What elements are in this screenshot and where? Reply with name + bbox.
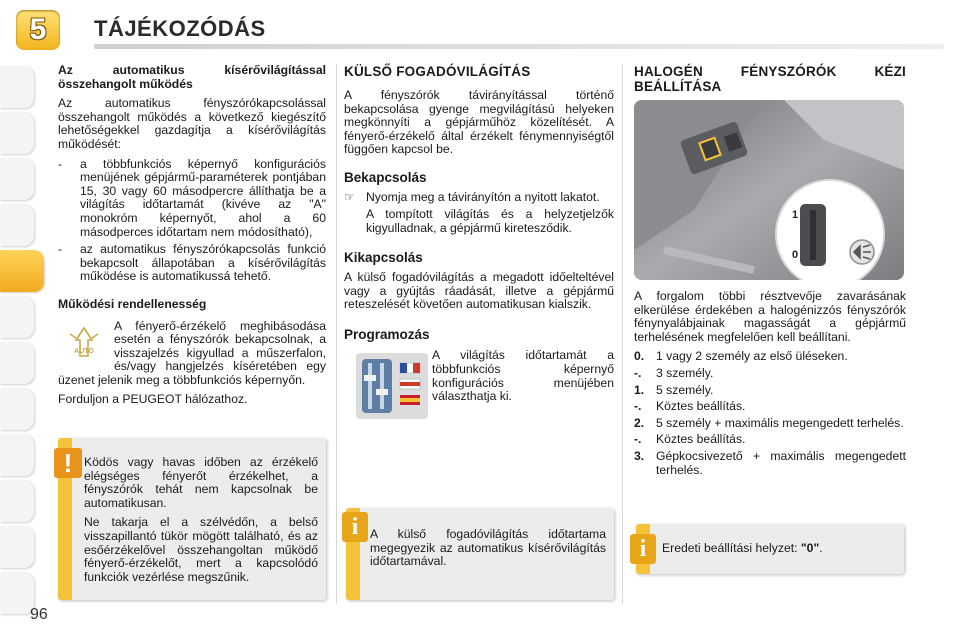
pointer-icon: ☞: [344, 189, 355, 204]
column-divider: [336, 64, 337, 604]
side-tab-2[interactable]: [0, 112, 34, 154]
side-tab-9[interactable]: [0, 434, 34, 476]
column-2: [344, 64, 614, 423]
default-value: "0": [800, 541, 820, 555]
paragraph: Forduljon a PEUGEOT hálózathoz.: [58, 392, 248, 407]
header-rule: [94, 44, 944, 49]
section-heading: Az automatikus kísérővilágítással összehangolt működés: [58, 63, 326, 91]
list-marker: -: [58, 242, 63, 257]
column-divider: [622, 64, 623, 604]
paragraph: A világítás időtartamát a többfunkciós képernyő konfigurációs menüjében választhatja ki.: [432, 348, 614, 404]
dashboard-photo: [634, 100, 904, 280]
paragraph: A fényerő-érzékelő meghibásodása esetén a fényszórók bekapcsolnak, a visszajelzés kigyullad a műszerfalon, és/vagy hangjelzés kíséretében egy üzenet jelenik meg a többfunkciós képernyőn.: [58, 318, 326, 387]
warning-icon: !: [54, 448, 82, 478]
list-marker: -: [58, 156, 63, 171]
paragraph: A fényszórók távirányítással történő bekapcsolása gyenge megvilágítású helyeken megkönnyíti a gépjárműhöz közelítését. A fényerő-érzékelő által érzékelt fénymennyiségtől függően kapcsol be.: [344, 88, 614, 157]
subsection-heading: Bekapcsolás: [344, 169, 427, 185]
side-tab-8[interactable]: [0, 388, 34, 430]
list-item: 3. Gépkocsivezető + maximális megengedett terhelés.: [634, 448, 906, 477]
paragraph: Ködös vagy havas időben az érzékelő elégséges fényerőt érzékelhet, a fényszórók tehát nem kapcsolnak be automatikusan.: [84, 455, 318, 510]
section-heading: KÜLSŐ FOGADÓVILÁGÍTÁS: [344, 64, 531, 79]
list-item: -. 3 személy.: [634, 365, 714, 380]
paragraph: A külső fogadóvilágítás a megadott időelteltével vagy a gyújtás ráadását, illetve a gépjármű reteszelését követően automatikusan kialszik.: [344, 269, 614, 312]
paragraph: A külső fogadóvilágítás időtartama megegyezik az automatikus kísérővilágítás időtartamával.: [370, 527, 606, 569]
list-item-text: a többfunkciós képernyő konfigurációs menüjének gépjármű-paraméterek pontjában 15, 30 vagy 60 másodpercre állíthatja be a világítás időtartamát (kivéve az "A" monokróm képernyőt, ahol a 60 másodperces időtartam nem módosítható),: [80, 156, 326, 239]
page-number: 96: [30, 606, 48, 623]
list-item: 2. 5 személy + maximális megengedett terhelés.: [634, 415, 904, 430]
list-item: 1. 5 személy.: [634, 382, 714, 397]
info-icon: i: [342, 512, 368, 542]
column-1: [58, 64, 326, 413]
info-box: [346, 508, 614, 600]
svg-text:AUTO: AUTO: [74, 347, 94, 355]
list-item: [344, 191, 614, 205]
side-tab-12[interactable]: [0, 572, 34, 614]
page-header: [0, 0, 960, 52]
setting-list: [634, 350, 906, 477]
chapter-badge: [16, 10, 60, 50]
subsection-heading: Kikapcsolás: [344, 250, 423, 266]
column-3: [634, 64, 906, 94]
list-item-text: Nyomja meg a távirányítón a nyitott lakatot.: [366, 189, 600, 204]
side-tab-active[interactable]: [0, 250, 44, 292]
paragraph: Az automatikus fényszórókapcsolással összehangolt működés a következő kiegészítő lehetőségekkel gazdagítja a kísérővilágítás működését:: [58, 96, 326, 151]
config-menu-icon: [356, 353, 428, 419]
list-item: -. Köztes beállítás.: [634, 399, 746, 414]
paragraph: Ne takarja el a szélvédőn, a belső visszapillantó tükör mögött található, és az esőérzékelővel összehangoltan működő fényerő-érzékelőt, mert a kapcsolódó funkciók vezérlése megszűnik.: [84, 515, 318, 584]
list-item: -. Köztes beállítás.: [634, 432, 746, 447]
page-title: TÁJÉKOZÓDÁS: [94, 16, 266, 41]
subsection-heading: Programozás: [344, 326, 430, 342]
paragraph: A tompított világítás és a helyzetjelzők kigyulladnak, a gépjármű kiretesződik.: [366, 207, 614, 235]
side-tab-1[interactable]: [0, 66, 34, 108]
column-3-body: [634, 290, 906, 480]
warning-box: [58, 438, 326, 600]
programming-block: [344, 349, 614, 423]
list-item-text: az automatikus fényszórókapcsolás funkció bekapcsolt állapotában a kísérővilágítás működése is automatikussá tehető.: [80, 242, 326, 284]
fault-block: [58, 320, 326, 388]
info-box: Eredeti beállítási helyzet: "0".: [636, 524, 904, 574]
dial-label: 0: [792, 249, 799, 261]
side-tab-11[interactable]: [0, 526, 34, 568]
section-heading: HALOGÉN FÉNYSZÓRÓK KÉZI BEÁLLÍTÁSA: [634, 64, 906, 94]
section-heading: Működési rendellenesség: [58, 296, 207, 311]
side-tab-4[interactable]: [0, 204, 34, 246]
info-text: Eredeti beállítási helyzet:: [662, 541, 801, 555]
info-icon: i: [630, 534, 656, 564]
dial-label: 1: [792, 209, 799, 221]
side-tab-7[interactable]: [0, 342, 34, 384]
side-tab-3[interactable]: [0, 158, 34, 200]
side-tab-10[interactable]: [0, 480, 34, 522]
list-item: [58, 243, 326, 284]
auto-lamp-icon: [62, 322, 106, 366]
side-tab-6[interactable]: [0, 296, 34, 338]
list-item: 0. 1 vagy 2 személy az első üléseken.: [634, 349, 848, 364]
chapter-number: 5: [29, 13, 47, 46]
list-item: [58, 158, 326, 240]
paragraph: A forgalom többi résztvevője zavarásának elkerülése érdekében a halogénizzós fényszórók fénynyalábjainak magasságát a gépjármű terhelésének megfelelően kell beállítani.: [634, 289, 906, 344]
